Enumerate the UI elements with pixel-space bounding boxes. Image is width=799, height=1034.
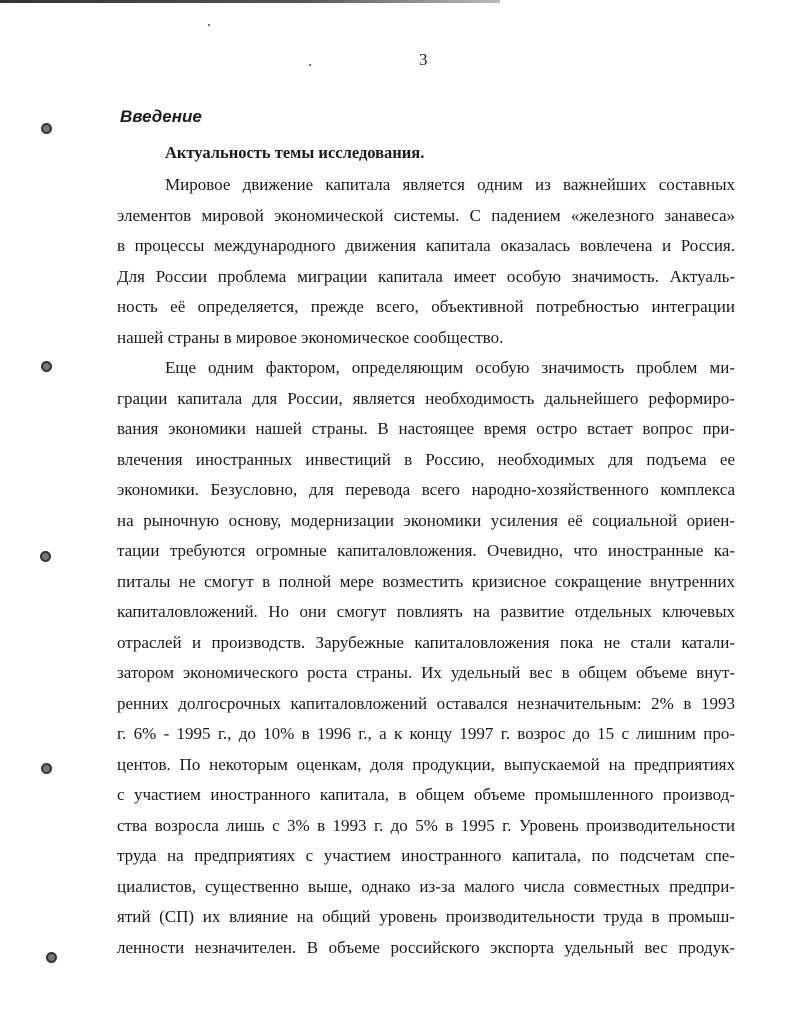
text-line: с участием иностранного капитала, в общем объеме промышленного производ- [117, 785, 735, 804]
text-line: Еще одним фактором, определяющим особую значимость проблем ми- [165, 358, 735, 377]
section-heading: Введение [120, 107, 202, 126]
text-line: Для России проблема миграции капитала имеет особую значимость. Актуаль- [117, 266, 735, 286]
body-text [117, 170, 735, 963]
scan-speck [208, 24, 210, 26]
text-line: ленности незначителен. В объеме российского экспорта удельный вес продук- [117, 937, 735, 957]
text-line: г. 6% - 1995 г., до 10% в 1996 г., а к концу 1997 г. возрос до 15 с лишним про- [117, 724, 735, 743]
text-line: отраслей и производств. Зарубежные капиталовложения пока не стали катали- [117, 632, 735, 652]
text-line: ность её определяется, прежде всего, объективной потребностью интеграции [117, 297, 735, 316]
binding-hole-mark [40, 551, 51, 562]
text-line: циалистов, существенно выше, однако из-за малого числа совместных предпри- [117, 876, 735, 896]
text-line: элементов мировой экономической системы. С падением «железного занавеса» [117, 205, 735, 225]
scan-edge-line [0, 0, 500, 3]
text-line: центов. По некоторым оценкам, доля продукции, выпускаемой на предприятиях [117, 754, 735, 774]
text-line: на рыночную основу, модернизации экономики усиления её социальной ориен- [117, 510, 735, 530]
text-line: затором экономического роста страны. Их удельный вес в общем объеме внут- [117, 663, 735, 682]
text-line: в процессы международного движения капитала оказалась вовлечена и Россия. [117, 236, 735, 255]
text-line: ства возросла лишь с 3% в 1993 г. до 5% в 1995 г. Уровень производительности [117, 815, 735, 835]
text-line: Мировое движение капитала является одним из важнейших составных [165, 175, 735, 194]
subsection-heading: Актуальность темы исследования. [165, 143, 425, 162]
paragraph [117, 353, 735, 963]
binding-hole-mark [46, 952, 57, 963]
text-line: капиталовложений. Но они смогут повлиять на развитие отдельных ключевых [117, 602, 735, 621]
text-line: тации требуются огромные капиталовложения. Очевидно, что иностранные ка- [117, 541, 735, 560]
scan-speck [309, 64, 311, 66]
text-line: влечения иностранных инвестиций в Россию, необходимых для подъема ее [117, 449, 735, 469]
text-line: ренних долгосрочных капиталовложений оставался незначительным: 2% в 1993 [117, 693, 735, 713]
text-line: экономики. Безусловно, для перевода всего народно-хозяйственного комплекса [117, 480, 735, 499]
text-line: ятий (СП) их влияние на общий уровень производительности труда в промыш- [117, 907, 735, 926]
text-line: грации капитала для России, является необходимость дальнейшего реформиро- [117, 388, 735, 408]
binding-hole-mark [41, 763, 52, 774]
page-number: 3 [419, 50, 428, 69]
text-line: питалы не смогут в полной мере возместить кризисное сокращение внутренних [117, 571, 735, 591]
text-line: нашей страны в мировое экономическое сообщество. [117, 327, 504, 347]
text-line: труда на предприятиях с участием иностранного капитала, по подсчетам спе- [117, 846, 735, 865]
text-line: вания экономики нашей страны. В настоящее время остро встает вопрос при- [117, 419, 735, 438]
binding-hole-mark [41, 361, 52, 372]
paragraph [117, 170, 735, 353]
binding-hole-mark [41, 123, 52, 134]
